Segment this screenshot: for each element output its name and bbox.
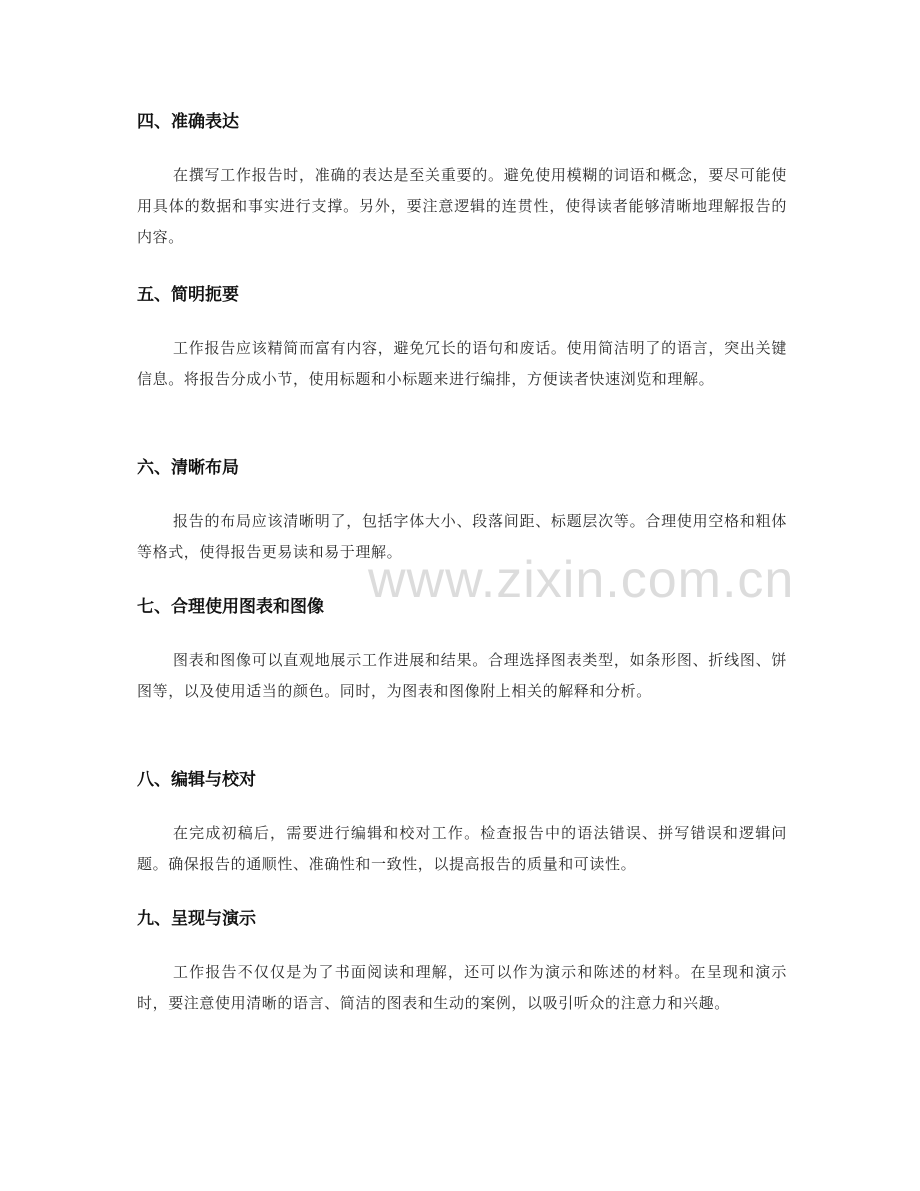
section-heading: 六、清晰布局: [137, 458, 239, 478]
section-presentation: [137, 907, 787, 1019]
section-paragraph: 报告的布局应该清晰明了，包括字体大小、段落间距、标题层次等。合理使用空格和粗体等格式，使得报告更易读和易于理解。: [137, 512, 787, 561]
section-heading: 四、准确表达: [137, 112, 239, 132]
section-paragraph: 工作报告应该精简而富有内容，避免冗长的语句和废话。使用简洁明了的语言，突出关键信息。将报告分成小节，使用标题和小标题来进行编排，方便读者快速浏览和理解。: [137, 339, 787, 388]
section-paragraph: 在完成初稿后，需要进行编辑和校对工作。检查报告中的语法错误、拼写错误和逻辑问题。确保报告的通顺性、准确性和一致性，以提高报告的质量和可读性。: [137, 824, 787, 873]
section-concise: [137, 283, 787, 395]
section-heading: 七、合理使用图表和图像: [137, 597, 324, 617]
watermark: www.zixin.com.cn: [368, 551, 795, 609]
section-heading: 五、简明扼要: [137, 285, 239, 305]
section-editing-proofreading: [137, 768, 787, 880]
section-paragraph: 工作报告不仅仅是为了书面阅读和理解，还可以作为演示和陈述的材料。在呈现和演示时，要注意使用清晰的语言、简洁的图表和生动的案例，以吸引听众的注意力和兴趣。: [137, 963, 787, 1012]
section-charts-images: [137, 595, 787, 707]
section-paragraph: 图表和图像可以直观地展示工作进展和结果。合理选择图表类型，如条形图、折线图、饼图等，以及使用适当的颜色。同时，为图表和图像附上相关的解释和分析。: [137, 651, 787, 700]
section-accurate-expression: [137, 110, 787, 253]
section-heading: 八、编辑与校对: [137, 770, 256, 790]
section-paragraph: 在撰写工作报告时，准确的表达是至关重要的。避免使用模糊的词语和概念，要尽可能使用具体的数据和事实进行支撑。另外，要注意逻辑的连贯性，使得读者能够清晰地理解报告的内容。: [137, 166, 787, 246]
section-clear-layout: [137, 456, 787, 568]
section-heading: 九、呈现与演示: [137, 909, 256, 929]
